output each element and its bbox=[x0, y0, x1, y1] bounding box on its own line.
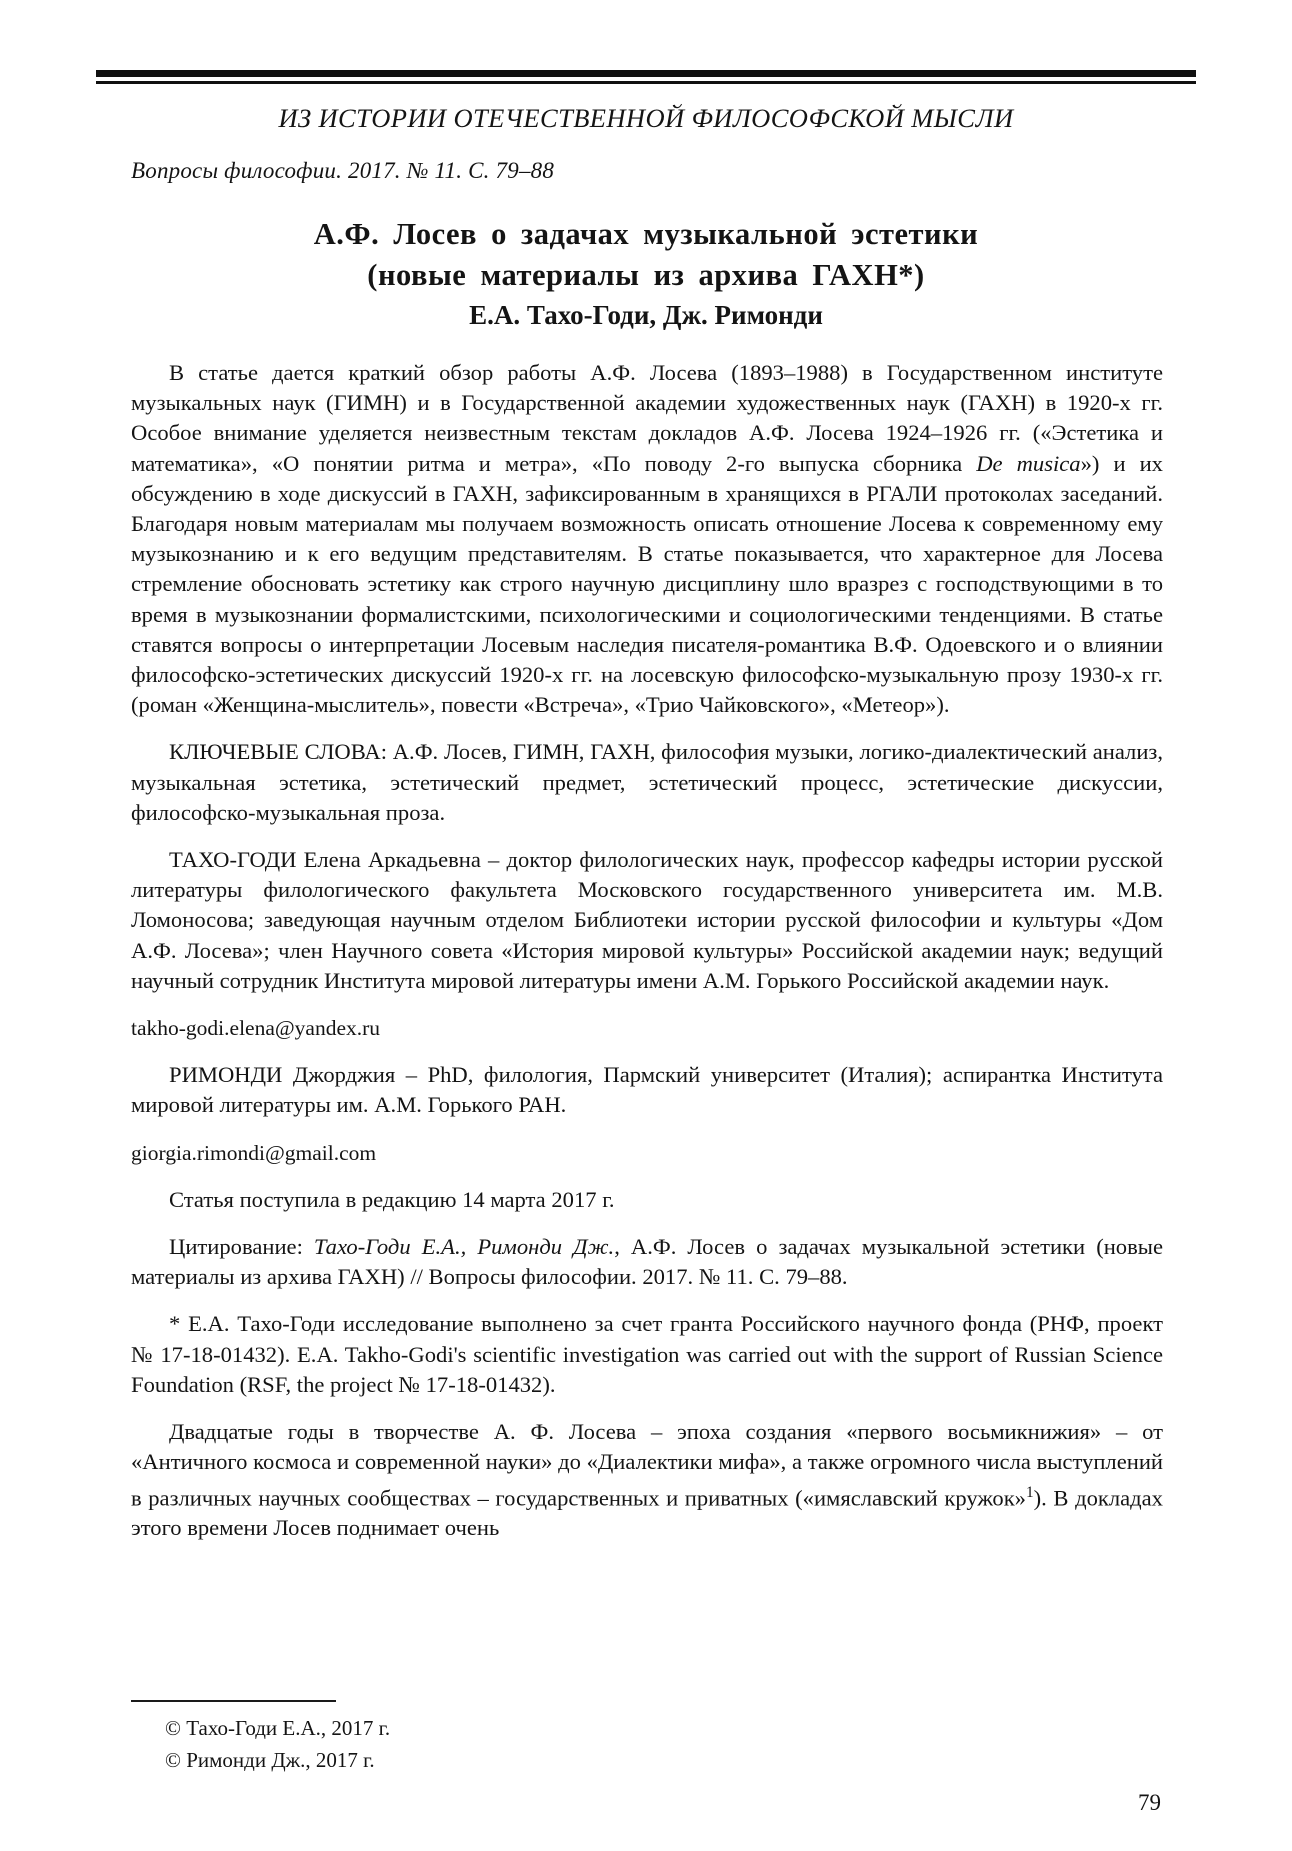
section-heading: ИЗ ИСТОРИИ ОТЕЧЕСТВЕННОЙ ФИЛОСОФСКОЙ МЫСЛИ bbox=[278, 103, 1014, 133]
citation-rest: , А.Ф. Лосев о задачах музыкальной эстетики (новые материалы из архива ГАХН) // Вопросы философии. 2017. № 11. С. 79–88. bbox=[131, 1234, 1163, 1290]
takho-godi-bio: ТАХО-ГОДИ Елена Аркадьевна – доктор филологических наук, профессор кафедры истории русской литературы филологического факультета Московского государственного университета им. М.В. Ломоносова; заведующая научным отделом Библиотеки истории русской философии и культуры «Дом А.Ф. Лосева»; член Научного совета «История мировой культуры» Российской академии наук; ведущий научный сотрудник Института мировой литературы имени А.М. Горького Российской академии наук. bbox=[131, 847, 1163, 993]
journal-citation-line: Вопросы философии. 2017. № 11. С. 79–88 bbox=[131, 158, 555, 183]
grant-note: * Е.А. Тахо-Годи исследование выполнено за счет гранта Российского научного фонда (РНФ, проект № 17-18-01432). E.A. Takho-Godi's scientific investigation was carried out with the support of Russian Science Foundation (RSF, the project № 17-18-01432). bbox=[131, 1311, 1163, 1397]
main-paragraph-part-b: ). В докладах этого времени Лосев поднимает очень bbox=[131, 1485, 1163, 1541]
main-paragraph-part-a: Двадцатые годы в творчестве А. Ф. Лосева – эпоха создания «первого восьмикнижия» – от «Античного космоса и современной науки» до «Диалектики мифа», а также огромного числа выступлений в различных научных сообществах – государственных и приватных («имяславский кружок» bbox=[131, 1419, 1163, 1511]
footnote-separator bbox=[131, 1700, 336, 1702]
abstract-italic-de-musica: De musica bbox=[976, 450, 1081, 476]
rimondi-email[interactable]: giorgia.rimondi@gmail.com bbox=[131, 1140, 377, 1165]
copyright-footnotes bbox=[131, 1712, 1161, 1776]
footnote-marker[interactable]: 1 bbox=[1025, 1483, 1034, 1501]
article-title bbox=[131, 214, 1161, 296]
abstract-part-2: ») и их обсуждению в ходе дискуссий в ГАХН, зафиксированным в хранящихся в РГАЛИ протоколах заседаний. Благодаря новым материалам мы получаем возможность описать отношение Лосева к современному ему музыкознанию и к его ведущим представителям. В статье показывается, что характерное для Лосева стремление обосновать эстетику как строго научную дисциплину шло вразрез с господствующими в то время в музыкознании формалистскими, психологическими и социологическими тенденциями. В статье ставятся вопросы о интерпретации Лосевым наследия писателя-романтика В.Ф. Одоевского и о влиянии философско-эстетических дискуссий 1920-х гг. на лосевскую философско-музыкальную прозу 1930-х гг. (роман «Женщина-мыслитель», повести «Встреча», «Трио Чайковского», «Метеор»). bbox=[131, 450, 1163, 718]
abstract-part-1: В статье дается краткий обзор работы А.Ф. Лосева (1893–1988) в Государственном институте музыкальных наук (ГИМН) и в Государственной академии художественных наук (ГАХН) в 1920-х гг. Особое внимание уделяется неизвестным текстам докладов А.Ф. Лосева 1924–1926 гг. («Эстетика и математика», «О понятии ритма и метра», «По поводу 2-го выпуска сборника bbox=[131, 360, 1163, 476]
citation-label: Цитирование: bbox=[169, 1234, 314, 1260]
header-rule-thin bbox=[96, 81, 1196, 84]
copyright-line-2: © Римонди Дж., 2017 г. bbox=[165, 1748, 375, 1772]
citation-authors-italic: Тахо-Годи Е.А., Римонди Дж. bbox=[313, 1234, 615, 1260]
rimondi-bio: РИМОНДИ Джорджия – PhD, филология, Пармский университет (Италия); аспирантка Института мировой литературы им. А.М. Горького РАН. bbox=[131, 1062, 1163, 1118]
article-body bbox=[131, 358, 1163, 1543]
received-date: Статья поступила в редакцию 14 марта 2017 г. bbox=[169, 1186, 615, 1212]
article-title-line-1: А.Ф. Лосев о задачах музыкальной эстетики bbox=[313, 217, 979, 251]
header-rules bbox=[96, 70, 1196, 84]
main-first-paragraph bbox=[131, 1417, 1163, 1543]
takho-godi-email[interactable]: takho-godi.elena@yandex.ru bbox=[131, 1016, 381, 1041]
citation-block bbox=[131, 1232, 1163, 1292]
article-authors: Е.А. Тахо-Годи, Дж. Римонди bbox=[469, 300, 823, 330]
page-number: 79 bbox=[1138, 1790, 1161, 1815]
article-title-line-2: (новые материалы из архива ГАХН*) bbox=[367, 258, 925, 292]
header-rule-thick bbox=[96, 70, 1196, 77]
copyright-line-1: © Тахо-Годи Е.А., 2017 г. bbox=[165, 1716, 391, 1740]
abstract-paragraph bbox=[131, 358, 1163, 720]
keywords-paragraph: КЛЮЧЕВЫЕ СЛОВА: А.Ф. Лосев, ГИМН, ГАХН, философия музыки, логико-диалектический анализ, музыкальная эстетика, эстетический предмет, эстетический процесс, эстетические дискуссии, философско-музыкальная проза. bbox=[131, 739, 1163, 825]
